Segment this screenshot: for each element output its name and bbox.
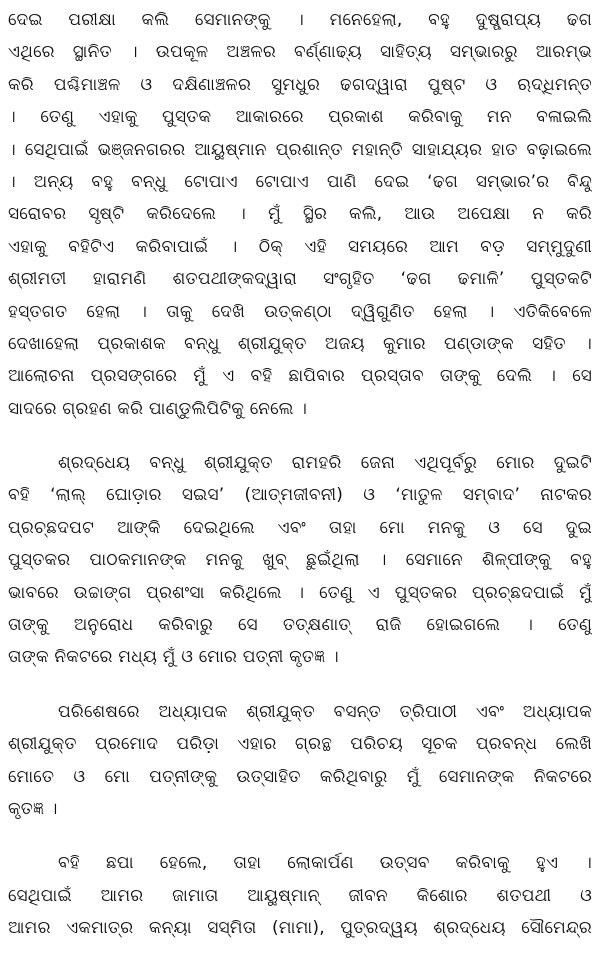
- paragraph-3: [8, 696, 592, 826]
- text-line: କରି ପଶ୍ଚିମାଞ୍ଚଳ ଓ ଦକ୍ଷିଣାଞ୍ଚଳର ସୁମଧୁର ଢଗଦ୍ୱାରା ପୁଷ୍ଟ ଓ ଋଦ୍ଧିମନ୍ତ: [8, 74, 592, 95]
- text-line: ସରୋବର ସୃଷ୍ଟି କରିଦେଲେ । ମୁଁ ସ୍ଥିର କଲି, ଆଉ ଅପେକ୍ଷା ନ କରି: [8, 204, 592, 225]
- text-line: ଶ୍ରଦ୍ଧେୟ ବନ୍ଧୁ ଶ୍ରୀଯୁକ୍ତ ରାମହରି ଜେନା ଏଥିପୂର୍ବରୁ ମୋର ଦୁଇଟି: [58, 453, 592, 474]
- text-line: କୃତଜ୍ଞ ।: [8, 798, 58, 819]
- paragraph-1: [8, 4, 592, 425]
- paragraph-4: [8, 847, 592, 944]
- text-line: ପରିଶେଷରେ ଅଧ୍ୟାପକ ଶ୍ରୀଯୁକ୍ତ ବସନ୍ତ ତ୍ରିପାଠୀ ଏବଂ ଅଧ୍ୟାପକ: [58, 701, 592, 722]
- text-line: ବହି ଛପା ହେଲେ, ତାହା ଲୋକାର୍ପଣ ଉତ୍ସବ କରିବାକୁ ହୁଏ ।: [58, 853, 592, 874]
- text-line: ଆଲୋଚନା ପ୍ରସଙ୍ଗରେ ମୁଁ ଏ ବହି ଛାପିବାର ପ୍ରସ୍ତାବ ତାଙ୍କୁ ଦେଲି । ସେ: [8, 366, 592, 387]
- paragraph-2: [8, 447, 592, 674]
- paragraph-gap: [8, 674, 592, 696]
- text-line: ଦେଇ ପରୀକ୍ଷା କଲି ସେମାନଙ୍କୁ । ମନେହେଲା, ବହୁ ଦୁଷ୍ପ୍ରାପ୍ୟ ଢଗ: [8, 10, 592, 30]
- text-line: । ସେଥିପାଇଁ ଭଞ୍ଜନଗରର ଆୟୁଷ୍ମାନ ପ୍ରଶାନ୍ତ ମହାନ୍ତି ସାହାଯ୍ୟର ହାତ ବଢ଼ାଇଲେ: [8, 139, 592, 160]
- text-line: ଶ୍ରୀମତୀ ହାରାମଣି ଶତପଥୀଙ୍କଦ୍ୱାରା ସଂଗୃହିତ ‘ଢଗ ଢମାଳି’ ପୁସ୍ତକଟି: [8, 269, 592, 290]
- text-line: ଏହାକୁ ବହିଟିଏ କରିବାପାଇଁ । ଠିକ୍ ଏହି ସମୟରେ ଆମ ବଡ଼ ସମ୍ମୁଦୁଣୀ: [8, 236, 592, 257]
- paragraph-gap: [8, 825, 592, 847]
- text-line: ଦେଖାହେଲା ପ୍ରକାଶକ ବନ୍ଧୁ ଶ୍ରୀଯୁକ୍ତ ଅଜୟ କୁମାର ପଣ୍ଡାଙ୍କ ସହିତ ।: [8, 333, 592, 354]
- text-line: ମୋତେ ଓ ମୋ ପତ୍ନୀଙ୍କୁ ଉତ୍ସାହିତ କରିଥିବାରୁ ମୁଁ ସେମାନଙ୍କ ନିକଟରେ: [8, 766, 592, 787]
- text-line: । ଅନ୍ୟ ବହୁ ବନ୍ଧୁ ଟୋପାଏ ଟୋପାଏ ପାଣି ଦେଇ ‘ଢଗ ସମ୍ଭାର’ର ବିନ୍ଦୁ: [8, 171, 592, 192]
- paragraph-gap: [8, 425, 592, 447]
- text-line: ଭାବରେ ଉଚ୍ଚାଙ୍ଗ ପ୍ରଶଂସା କରିଥିଲେ । ତେଣୁ ଏ ପୁସ୍ତକର ପ୍ରଚ୍ଛଦପାଇଁ ମୁଁ: [8, 582, 592, 603]
- text-line: ତାଙ୍କୁ ଅନୁରୋଧ କରିବାରୁ ସେ ତତ୍କ୍ଷଣାତ୍ ରାଜି ହୋଇଗଲେ । ତେଣୁ: [8, 615, 592, 636]
- text-line: ପ୍ରଚ୍ଛଦପଟ ଆଙ୍କି ଦେଇଥିଲେ ଏବଂ ତାହା ମୋ ମନକୁ ଓ ସେ ଦୁଇ: [8, 517, 592, 538]
- text-line: । ତେଣୁ ଏହାକୁ ପୁସ୍ତକ ଆକାରରେ ପ୍ରକାଶ କରିବାକୁ ମନ ବଳାଇଲି: [8, 107, 592, 128]
- text-line: ସେଥିପାଇଁ ଆମର ଜାମାତା ଆୟୁଷ୍ମାନ୍ ଜୀବନ କିଶୋର ଶତପଥୀ ଓ: [8, 885, 592, 906]
- text-line: ବହି ‘ଲାଲ୍ ଘୋଡ଼ାର ସଇସ’ (ଆତ୍ମଜୀବନୀ) ଓ ‘ମାତୁଳ ସମ୍ବାଦ’ ନାଟକର: [8, 485, 592, 506]
- document-page: [8, 4, 592, 957]
- text-line: ହସ୍ତଗତ ହେଲା । ତାକୁ ଦେଖି ଉତ୍କଣ୍ଠା ଦ୍ୱିଗୁଣିତ ହେଲା । ଏତିକିବେଳେ: [8, 301, 592, 322]
- text-line: ଏଥିରେ ସ୍ଥାନିତ । ଉପକୂଳ ଅଞ୍ଚଳର ବର୍ଣ୍ଣାଢ୍ୟ ସାହିତ୍ୟ ସମ୍ଭାରରୁ ଆରମ୍ଭ: [8, 42, 592, 63]
- text-line: ପୁସ୍ତକର ପାଠକମାନଙ୍କ ମନକୁ ଖୁବ୍ ଛୁଇଁଥିଲା । ସେମାନେ ଶିଳ୍ପୀଙ୍କୁ ବହୁ: [8, 550, 592, 571]
- text-line: ସାଦରେ ଗ୍ରହଣ କରି ପାଣ୍ଡୁଲିପିଟିକୁ ନେଲେ ।: [8, 398, 308, 419]
- text-line: ତାଙ୍କ ନିକଟରେ ମଧ୍ୟ ମୁଁ ଓ ମୋର ପତ୍ନୀ କୃତଜ୍ଞ ।: [8, 647, 339, 668]
- text-line: ଶ୍ରୀଯୁକ୍ତ ପ୍ରମୋଦ ପରିଡ଼ା ଏହାର ଗ୍ରନ୍ଥ ପରିଚୟ ସୂଚକ ପ୍ରବନ୍ଧ ଲେଖି: [8, 734, 592, 755]
- text-line: ଆମର ଏକମାତ୍ର କନ୍ୟା ସସ୍ମିତା (ମାମା), ପୁତ୍ରଦ୍ୱୟ ଶ୍ରଦ୍ଧେୟ ସୌମେନ୍ଦ୍ର: [8, 918, 592, 939]
